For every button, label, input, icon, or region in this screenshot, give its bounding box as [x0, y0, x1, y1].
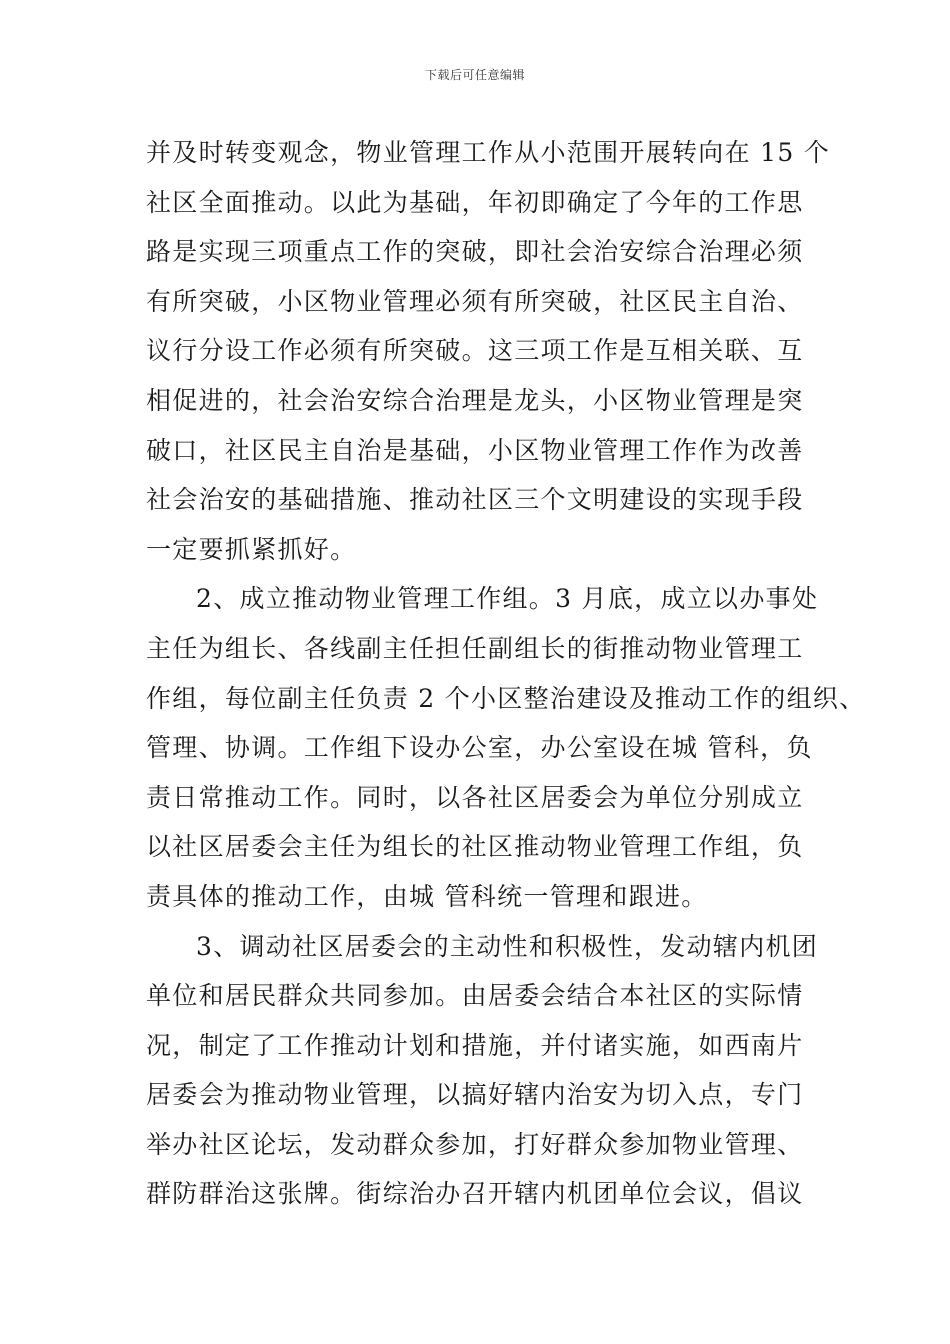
text-line: 群防群治这张牌。街综治办召开辖内机团单位会议，倡议 [146, 1179, 804, 1209]
text-line: 路是实现三项重点工作的突破，即社会治安综合治理必须 [146, 237, 804, 267]
text-line: 有所突破，小区物业管理必须有所突破，社区民主自治、 [146, 286, 804, 316]
text-line: 以社区居委会主任为组长的社区推动物业管理工作组，负 [146, 832, 804, 862]
text-line: 居委会为推动物业管理，以搞好辖内治安为切入点，专门 [146, 1080, 804, 1110]
text-line: 相促进的，社会治安综合治理是龙头，小区物业管理是突 [146, 385, 804, 415]
text-line: 一定要抓紧抓好。 [146, 534, 357, 564]
text-line: 破口，社区民主自治是基础，小区物业管理工作作为改善 [146, 435, 804, 465]
text-line: 主任为组长、各线副主任担任副组长的街推动物业管理工 [146, 633, 804, 663]
text-line: 责具体的推动工作，由城 管科统一管理和跟进。 [146, 881, 708, 911]
text-line: 社区全面推动。以此为基础，年初即确定了今年的工作思 [146, 187, 804, 217]
text-line: 作组，每位副主任负责 2 个小区整治建设及推动工作的组织、 [146, 683, 866, 713]
text-line: 单位和居民群众共同参加。由居委会结合本社区的实际情 [146, 981, 804, 1011]
page-header-note: 下载后可任意编辑 [424, 68, 525, 82]
text-line: 3、调动社区居委会的主动性和积极性，发动辖内机团 [196, 931, 819, 961]
text-line: 管理、协调。工作组下设办公室，办公室设在城 管科，负 [146, 733, 813, 763]
document-body [146, 128, 866, 1219]
text-line: 况，制定了工作推动计划和措施，并付诸实施，如西南片 [146, 1030, 804, 1060]
text-line: 2、成立推动物业管理工作组。3 月底，成立以办事处 [196, 584, 819, 614]
text-line: 举办社区论坛，发动群众参加，打好群众参加物业管理、 [146, 1129, 804, 1159]
text-line: 社会治安的基础措施、推动社区三个文明建设的实现手段 [146, 485, 804, 515]
text-line: 并及时转变观念，物业管理工作从小范围开展转向在 15 个 [146, 138, 831, 167]
text-line: 责日常推动工作。同时，以各社区居委会为单位分别成立 [146, 782, 804, 812]
text-line: 议行分设工作必须有所突破。这三项工作是互相关联、互 [146, 336, 804, 366]
